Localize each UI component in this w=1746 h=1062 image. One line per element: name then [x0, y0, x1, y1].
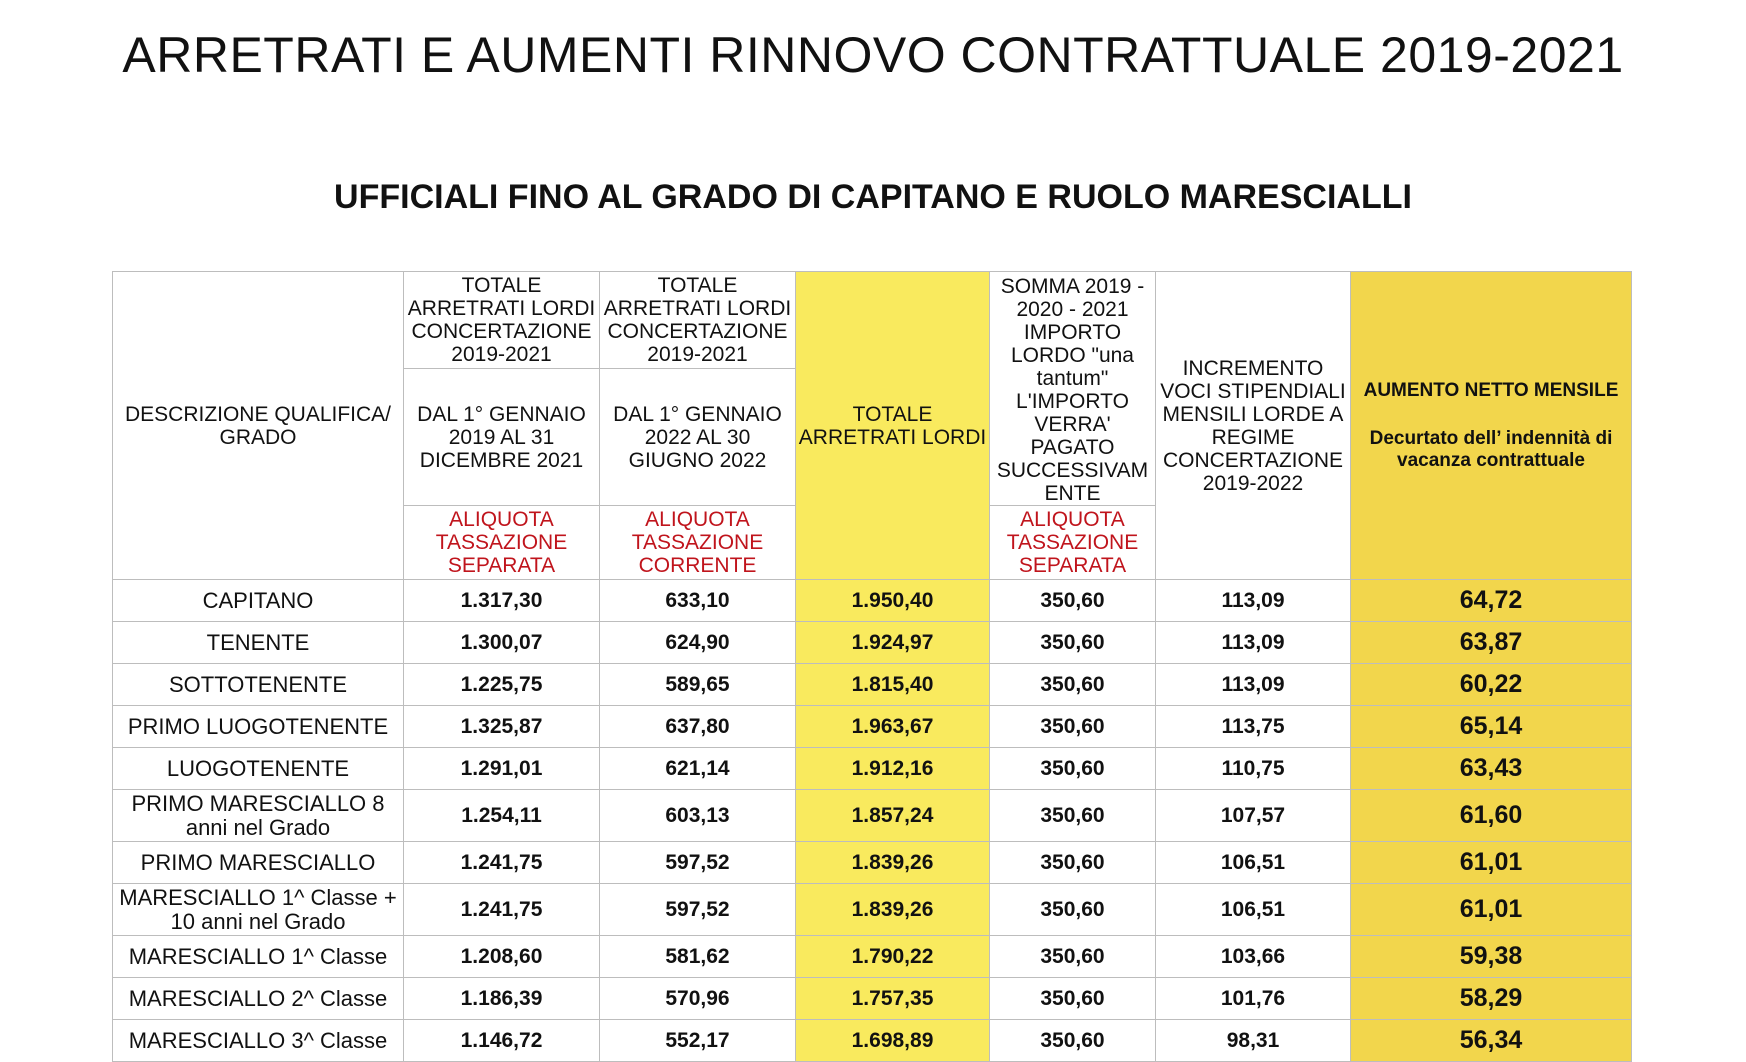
arrears-2019-2021-cell: 1.300,07	[404, 622, 600, 664]
increment-cell: 113,09	[1156, 580, 1351, 622]
net-increase-cell: 64,72	[1351, 580, 1632, 622]
total-arrears-cell: 1.815,40	[796, 664, 990, 706]
arrears-2022-cell: 624,90	[600, 622, 796, 664]
grade-cell: SOTTOTENENTE	[113, 664, 404, 706]
header-aumento-note: Decurtato dell’ indennità di vacanza contrattuale	[1369, 427, 1613, 471]
una-tantum-cell: 350,60	[990, 1020, 1156, 1062]
grade-cell: MARESCIALLO 1^ Classe + 10 anni nel Grado	[113, 884, 404, 936]
net-increase-cell: 56,34	[1351, 1020, 1632, 1062]
total-arrears-cell: 1.839,26	[796, 842, 990, 884]
arrears-2019-2021-cell: 1.225,75	[404, 664, 600, 706]
increment-cell: 113,75	[1156, 706, 1351, 748]
increment-cell: 113,09	[1156, 622, 1351, 664]
table-row	[113, 936, 1632, 978]
una-tantum-cell: 350,60	[990, 664, 1156, 706]
table-row	[113, 1020, 1632, 1062]
header-col1-period: DAL 1° GENNAIO 2019 AL 31 DICEMBRE 2021	[404, 369, 600, 506]
grade-cell: PRIMO LUOGOTENENTE	[113, 706, 404, 748]
table-subtitle: UFFICIALI FINO AL GRADO DI CAPITANO E RUOLO MARESCIALLI	[334, 178, 1412, 216]
table-row	[113, 622, 1632, 664]
header-col2-title: TOTALE ARRETRATI LORDI CONCERTAZIONE 2019-2021	[600, 272, 796, 369]
arrears-2022-cell: 597,52	[600, 884, 796, 936]
arrears-2022-cell: 552,17	[600, 1020, 796, 1062]
total-arrears-cell: 1.839,26	[796, 884, 990, 936]
net-increase-cell: 61,01	[1351, 884, 1632, 936]
net-increase-cell: 60,22	[1351, 664, 1632, 706]
grade-cell: PRIMO MARESCIALLO	[113, 842, 404, 884]
total-arrears-cell: 1.924,97	[796, 622, 990, 664]
header-aumento-title: AUMENTO NETTO MENSILE	[1363, 379, 1619, 401]
table-row	[113, 884, 1632, 936]
una-tantum-cell: 350,60	[990, 936, 1156, 978]
net-increase-cell: 58,29	[1351, 978, 1632, 1020]
grade-cell: MARESCIALLO 3^ Classe	[113, 1020, 404, 1062]
grade-cell: LUOGOTENENTE	[113, 748, 404, 790]
increment-cell: 107,57	[1156, 790, 1351, 842]
arrears-2022-cell: 570,96	[600, 978, 796, 1020]
arrears-2019-2021-cell: 1.208,60	[404, 936, 600, 978]
una-tantum-cell: 350,60	[990, 580, 1156, 622]
arrears-2019-2021-cell: 1.241,75	[404, 884, 600, 936]
una-tantum-cell: 350,60	[990, 622, 1156, 664]
header-qualifica: DESCRIZIONE QUALIFICA/ GRADO	[113, 272, 404, 580]
table-row	[113, 978, 1632, 1020]
total-arrears-cell: 1.950,40	[796, 580, 990, 622]
total-arrears-cell: 1.790,22	[796, 936, 990, 978]
header-col2-tax: ALIQUOTA TASSAZIONE CORRENTE	[600, 506, 796, 580]
arrears-2022-cell: 581,62	[600, 936, 796, 978]
net-increase-cell: 61,01	[1351, 842, 1632, 884]
net-increase-cell: 63,87	[1351, 622, 1632, 664]
net-increase-cell: 65,14	[1351, 706, 1632, 748]
total-arrears-cell: 1.963,67	[796, 706, 990, 748]
header-somma-tax: ALIQUOTA TASSAZIONE SEPARATA	[990, 506, 1156, 580]
header-somma: SOMMA 2019 - 2020 - 2021 IMPORTO LORDO "una tantum" L'IMPORTO VERRA' PAGATO SUCCESSIVAM ENTE	[990, 272, 1156, 506]
table-row	[113, 790, 1632, 842]
total-arrears-cell: 1.698,89	[796, 1020, 990, 1062]
arrears-2019-2021-cell: 1.291,01	[404, 748, 600, 790]
increment-cell: 106,51	[1156, 884, 1351, 936]
net-increase-cell: 61,60	[1351, 790, 1632, 842]
arrears-table	[112, 271, 1632, 1062]
total-arrears-cell: 1.857,24	[796, 790, 990, 842]
arrears-2019-2021-cell: 1.241,75	[404, 842, 600, 884]
table-row	[113, 706, 1632, 748]
grade-cell: TENENTE	[113, 622, 404, 664]
arrears-2019-2021-cell: 1.146,72	[404, 1020, 600, 1062]
header-col1-tax: ALIQUOTA TASSAZIONE SEPARATA	[404, 506, 600, 580]
header-incremento: INCREMENTO VOCI STIPENDIALI MENSILI LORDE A REGIME CONCERTAZIONE 2019-2022	[1156, 272, 1351, 580]
arrears-2022-cell: 589,65	[600, 664, 796, 706]
increment-cell: 101,76	[1156, 978, 1351, 1020]
una-tantum-cell: 350,60	[990, 884, 1156, 936]
arrears-2022-cell: 637,80	[600, 706, 796, 748]
increment-cell: 98,31	[1156, 1020, 1351, 1062]
una-tantum-cell: 350,60	[990, 978, 1156, 1020]
table-row	[113, 842, 1632, 884]
total-arrears-cell: 1.912,16	[796, 748, 990, 790]
increment-cell: 106,51	[1156, 842, 1351, 884]
arrears-2022-cell: 603,13	[600, 790, 796, 842]
una-tantum-cell: 350,60	[990, 748, 1156, 790]
arrears-2022-cell: 597,52	[600, 842, 796, 884]
arrears-2019-2021-cell: 1.317,30	[404, 580, 600, 622]
grade-cell: CAPITANO	[113, 580, 404, 622]
arrears-2022-cell: 621,14	[600, 748, 796, 790]
una-tantum-cell: 350,60	[990, 790, 1156, 842]
total-arrears-cell: 1.757,35	[796, 978, 990, 1020]
arrears-2019-2021-cell: 1.254,11	[404, 790, 600, 842]
grade-cell: MARESCIALLO 1^ Classe	[113, 936, 404, 978]
una-tantum-cell: 350,60	[990, 842, 1156, 884]
table-row	[113, 664, 1632, 706]
grade-cell: MARESCIALLO 2^ Classe	[113, 978, 404, 1020]
una-tantum-cell: 350,60	[990, 706, 1156, 748]
net-increase-cell: 59,38	[1351, 936, 1632, 978]
grade-cell: PRIMO MARESCIALLO 8 anni nel Grado	[113, 790, 404, 842]
increment-cell: 103,66	[1156, 936, 1351, 978]
increment-cell: 113,09	[1156, 664, 1351, 706]
arrears-2019-2021-cell: 1.186,39	[404, 978, 600, 1020]
page-title: ARRETRATI E AUMENTI RINNOVO CONTRATTUALE 2019-2021	[122, 27, 1624, 83]
table-row	[113, 748, 1632, 790]
net-increase-cell: 63,43	[1351, 748, 1632, 790]
arrears-2019-2021-cell: 1.325,87	[404, 706, 600, 748]
increment-cell: 110,75	[1156, 748, 1351, 790]
header-totale: TOTALE ARRETRATI LORDI	[796, 272, 990, 580]
arrears-2022-cell: 633,10	[600, 580, 796, 622]
header-col2-period: DAL 1° GENNAIO 2022 AL 30 GIUGNO 2022	[600, 369, 796, 506]
table-row	[113, 580, 1632, 622]
header-aumento	[1351, 272, 1632, 580]
header-col1-title: TOTALE ARRETRATI LORDI CONCERTAZIONE 2019-2021	[404, 272, 600, 369]
